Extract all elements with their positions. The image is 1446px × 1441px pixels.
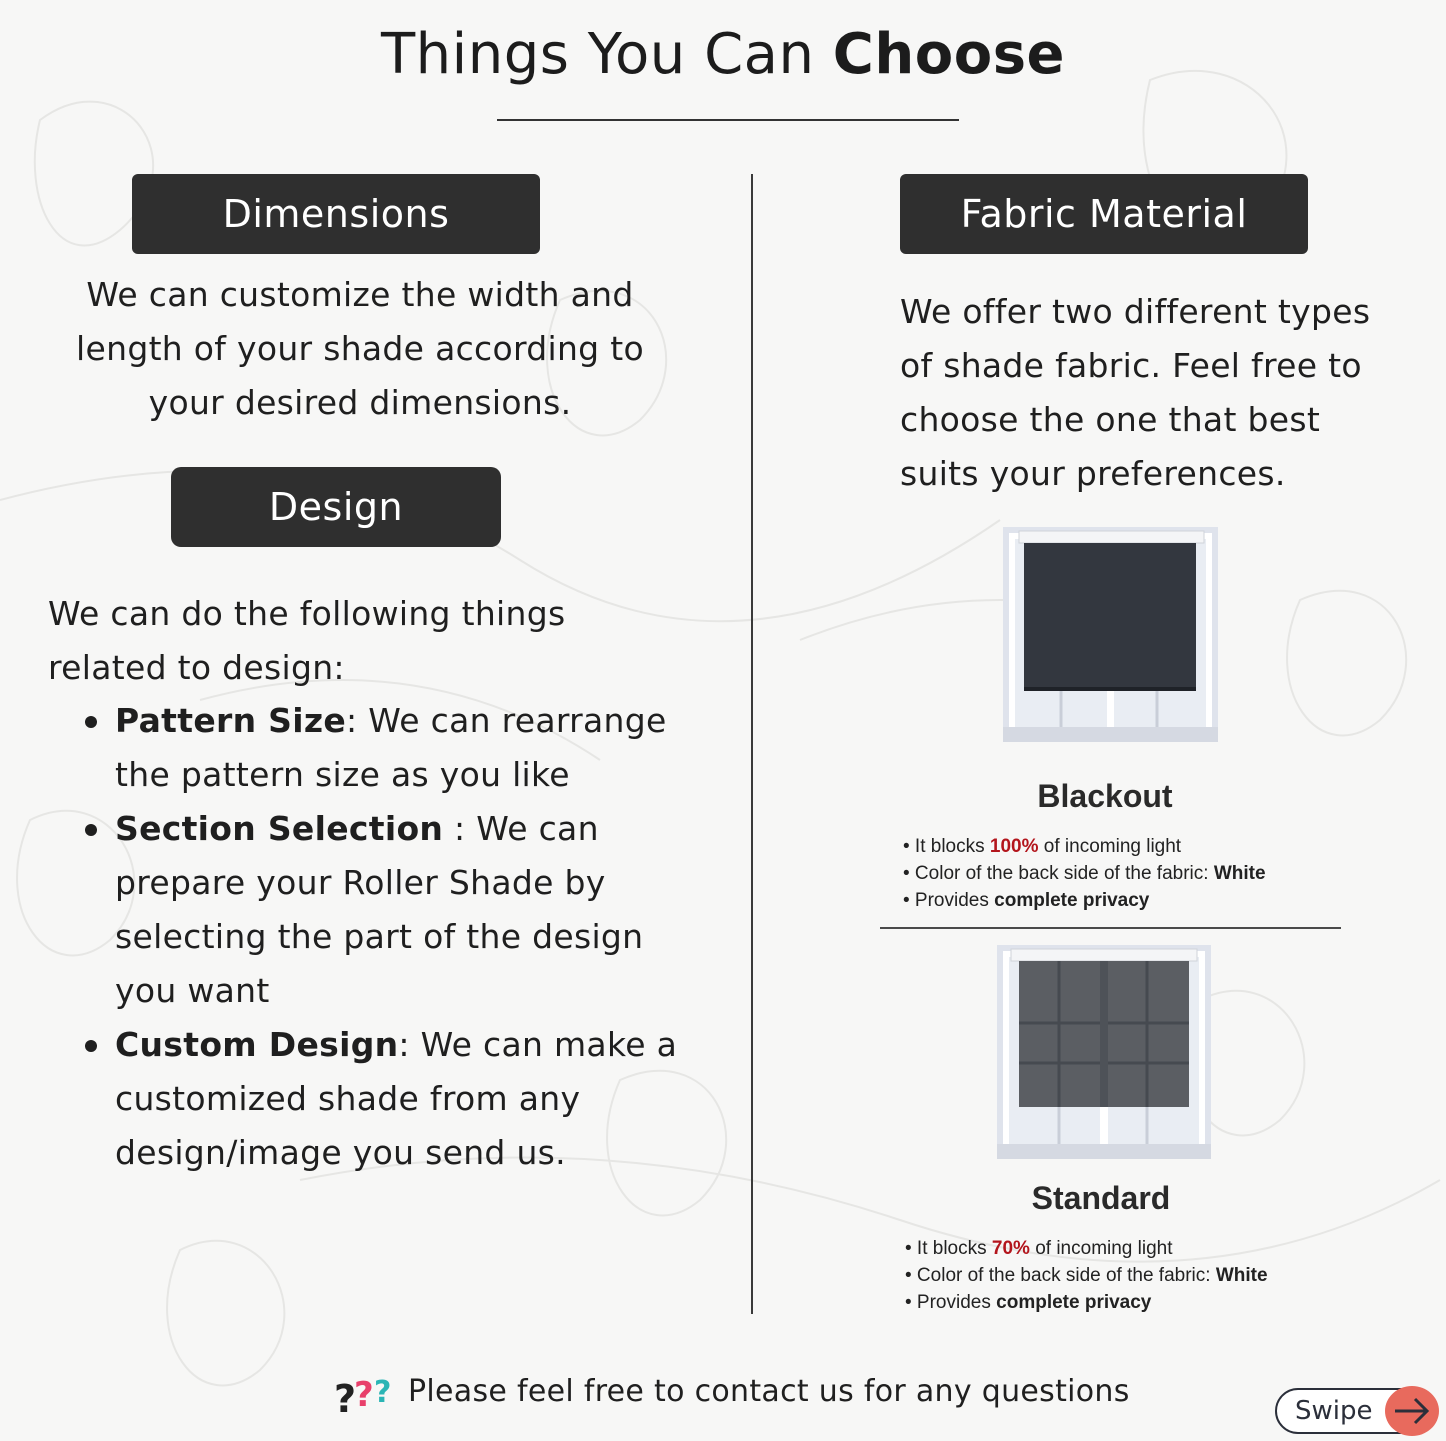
fabric-heading — [900, 174, 1308, 254]
dimensions-line: We can customize the width and — [86, 275, 634, 314]
design-heading-label: Design — [268, 485, 404, 529]
column-divider — [751, 174, 753, 1314]
spec-value: White — [1213, 863, 1266, 884]
page-title — [0, 22, 1446, 87]
blackout-name: Blackout — [1037, 778, 1173, 814]
spec-text: • Color of the back side of the fabric: — [903, 863, 1214, 884]
blackout-specs — [903, 833, 1343, 914]
design-list-item — [115, 694, 715, 802]
arrow-right-icon — [1385, 1386, 1439, 1436]
svg-text:?: ? — [354, 1375, 374, 1415]
blackout-window-image — [1003, 527, 1218, 742]
fabric-line: choose the one that best — [900, 400, 1321, 439]
dimensions-heading-label: Dimensions — [222, 192, 450, 236]
fabric-text — [900, 285, 1420, 501]
design-intro — [48, 587, 688, 695]
fabric-line: of shade fabric. Feel free to — [900, 346, 1362, 385]
bullet-icon — [85, 824, 97, 836]
dimensions-text — [60, 268, 660, 430]
item-text: design/image you send us. — [115, 1133, 566, 1172]
svg-text:?: ? — [334, 1377, 357, 1421]
title-divider — [497, 119, 959, 121]
swipe-arrow-circle — [1385, 1386, 1439, 1436]
blackout-shade — [1024, 543, 1196, 691]
item-text: you want — [115, 971, 270, 1010]
item-term: Section Selection — [115, 809, 444, 848]
item-text: selecting the part of the design — [115, 917, 644, 956]
design-list — [115, 694, 715, 1180]
item-text: customized shade from any — [115, 1079, 581, 1118]
design-heading — [171, 467, 501, 547]
bullet-icon — [85, 1040, 97, 1052]
bullet-icon — [85, 716, 97, 728]
spec-value: 100% — [989, 836, 1039, 857]
item-text: : We can rearrange — [346, 701, 667, 740]
dimensions-heading — [132, 174, 540, 254]
fabric-line: suits your preferences. — [900, 454, 1286, 493]
spec-text: of incoming light — [1038, 836, 1182, 857]
item-text: the pattern size as you like — [115, 755, 570, 794]
spec-value: complete privacy — [996, 1292, 1152, 1313]
item-term: Custom Design — [115, 1025, 399, 1064]
swipe-label: Swipe — [1295, 1396, 1373, 1426]
item-text: : We can make a — [398, 1025, 678, 1064]
swipe-button[interactable] — [1275, 1388, 1437, 1434]
spec-text: of incoming light — [1029, 1238, 1173, 1259]
fabric-divider — [880, 927, 1341, 929]
design-list-item — [115, 802, 715, 1018]
design-list-item — [115, 1018, 715, 1180]
spec-value: 70% — [991, 1238, 1030, 1259]
fabric-heading-label: Fabric Material — [960, 192, 1248, 236]
spec-value: complete privacy — [994, 890, 1150, 911]
item-text: : We can — [443, 809, 599, 848]
spec-text: • It blocks — [905, 1238, 992, 1259]
title-regular: Things You Can — [380, 22, 833, 87]
design-intro-line: We can do the following things — [48, 594, 566, 633]
question-marks-logo-icon — [334, 1374, 398, 1422]
spec-text: • It blocks — [903, 836, 990, 857]
design-intro-line: related to design: — [48, 648, 345, 687]
standard-specs — [905, 1235, 1345, 1316]
spec-text: • Provides — [905, 1292, 997, 1313]
item-term: Pattern Size — [115, 701, 347, 740]
standard-name: Standard — [1031, 1180, 1171, 1216]
spec-text: • Provides — [903, 890, 995, 911]
footer-contact-text: Please feel free to contact us for any questions — [408, 1374, 1130, 1409]
standard-window-image — [997, 945, 1211, 1159]
spec-text: • Color of the back side of the fabric: — [905, 1265, 1216, 1286]
svg-text:?: ? — [374, 1375, 392, 1410]
title-bold: Choose — [832, 22, 1066, 87]
spec-value: White — [1215, 1265, 1268, 1286]
dimensions-line: length of your shade according to — [76, 329, 644, 368]
item-text: prepare your Roller Shade by — [115, 863, 606, 902]
dimensions-line: your desired dimensions. — [148, 383, 572, 422]
fabric-line: We offer two different types — [900, 292, 1371, 331]
